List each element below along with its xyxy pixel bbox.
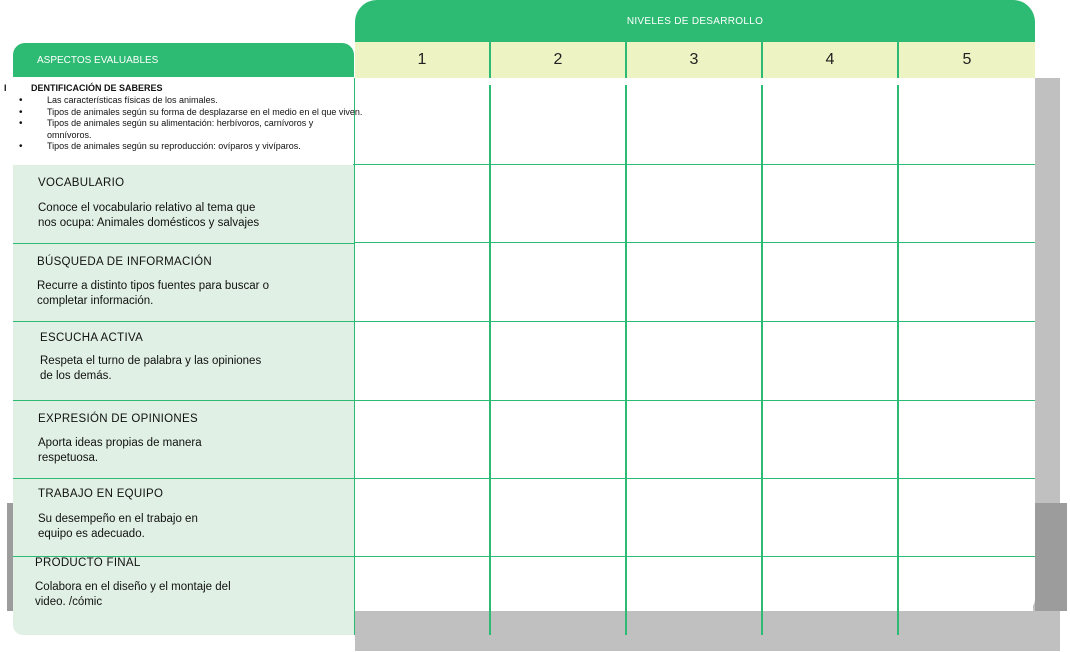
row-divider (355, 556, 1035, 557)
row-divider (355, 400, 1035, 401)
aspect-title: PRODUCTO FINAL (35, 557, 141, 569)
aspect-trabajo (13, 479, 354, 557)
aspect-description: Aporta ideas propias de manera (38, 437, 202, 449)
aspects-header-title: ASPECTOS EVALUABLES (37, 54, 159, 66)
aspect-description: Recurre a distinto tipos fuentes para buscar o (37, 280, 270, 292)
aspect-vocabulario (13, 165, 354, 243)
aspect-title: EXPRESIÓN DE OPINIONES (38, 413, 198, 425)
aspect-description: Conoce el vocabulario relativo al tema que (38, 202, 256, 214)
aspect-description: respetuosa. (38, 452, 99, 464)
aspect-description: equipo es adecuado. (38, 528, 145, 540)
aspect-producto (13, 557, 354, 635)
saberes-mark: I (4, 83, 7, 93)
row-divider (355, 321, 1035, 322)
aspect-title: ESCUCHA ACTIVA (40, 332, 144, 344)
background-shadow-right-lower (1035, 503, 1067, 611)
column-divider (897, 85, 899, 635)
column-divider (489, 85, 491, 635)
level-number-row (355, 42, 1035, 78)
aspect-title: TRABAJO EN EQUIPO (38, 488, 164, 500)
level-4: 4 (763, 42, 899, 78)
aspect-escucha (13, 322, 354, 400)
aspect-description: de los demás. (40, 370, 112, 382)
saberes-item: • Tipos de animales según su alimentación: herbívoros, carnívoros y omnívoros. (13, 118, 357, 141)
saberes-item: • Las características físicas de los animales. (13, 95, 377, 107)
row-divider (355, 478, 1035, 479)
aspect-expresion (13, 401, 354, 479)
level-2: 2 (491, 42, 627, 78)
level-5: 5 (962, 51, 972, 68)
aspect-description: video. /cómic (35, 596, 103, 608)
aspect-description: Su desempeño en el trabajo en (38, 513, 198, 525)
aspects-header (13, 43, 354, 77)
saberes-item: • Tipos de animales según su forma de desplazarse en el medio en el que viven. (13, 107, 387, 119)
aspect-description: Colabora en el diseño y el montaje del (35, 581, 231, 593)
aspect-title: BÚSQUEDA DE INFORMACIÓN (37, 256, 212, 268)
background-shadow-bottom (355, 611, 1060, 651)
column-divider (625, 85, 627, 635)
saberes-list (13, 95, 413, 153)
saberes-row (4, 78, 363, 164)
column-divider (761, 85, 763, 635)
row-divider (355, 164, 1035, 165)
saberes-item: • Tipos de animales según su reproducción: ovíparos y vivíparos. (13, 141, 407, 153)
saberes-title: DENTIFICACIÓN DE SABERES (31, 83, 163, 93)
level-1: 1 (355, 42, 491, 78)
levels-header (355, 0, 1035, 42)
rubric-grid (355, 78, 1035, 611)
row-divider (355, 242, 1035, 243)
aspect-busqueda (13, 244, 354, 322)
aspect-description: nos ocupa: Animales domésticos y salvajes (38, 217, 260, 229)
levels-header-title: NIVELES DE DESARROLLO (626, 15, 764, 27)
aspect-title: VOCABULARIO (38, 177, 125, 189)
aspect-description: completar información. (37, 295, 154, 307)
aspect-description: Respeta el turno de palabra y las opiniones (40, 355, 262, 367)
level-3: 3 (627, 42, 763, 78)
